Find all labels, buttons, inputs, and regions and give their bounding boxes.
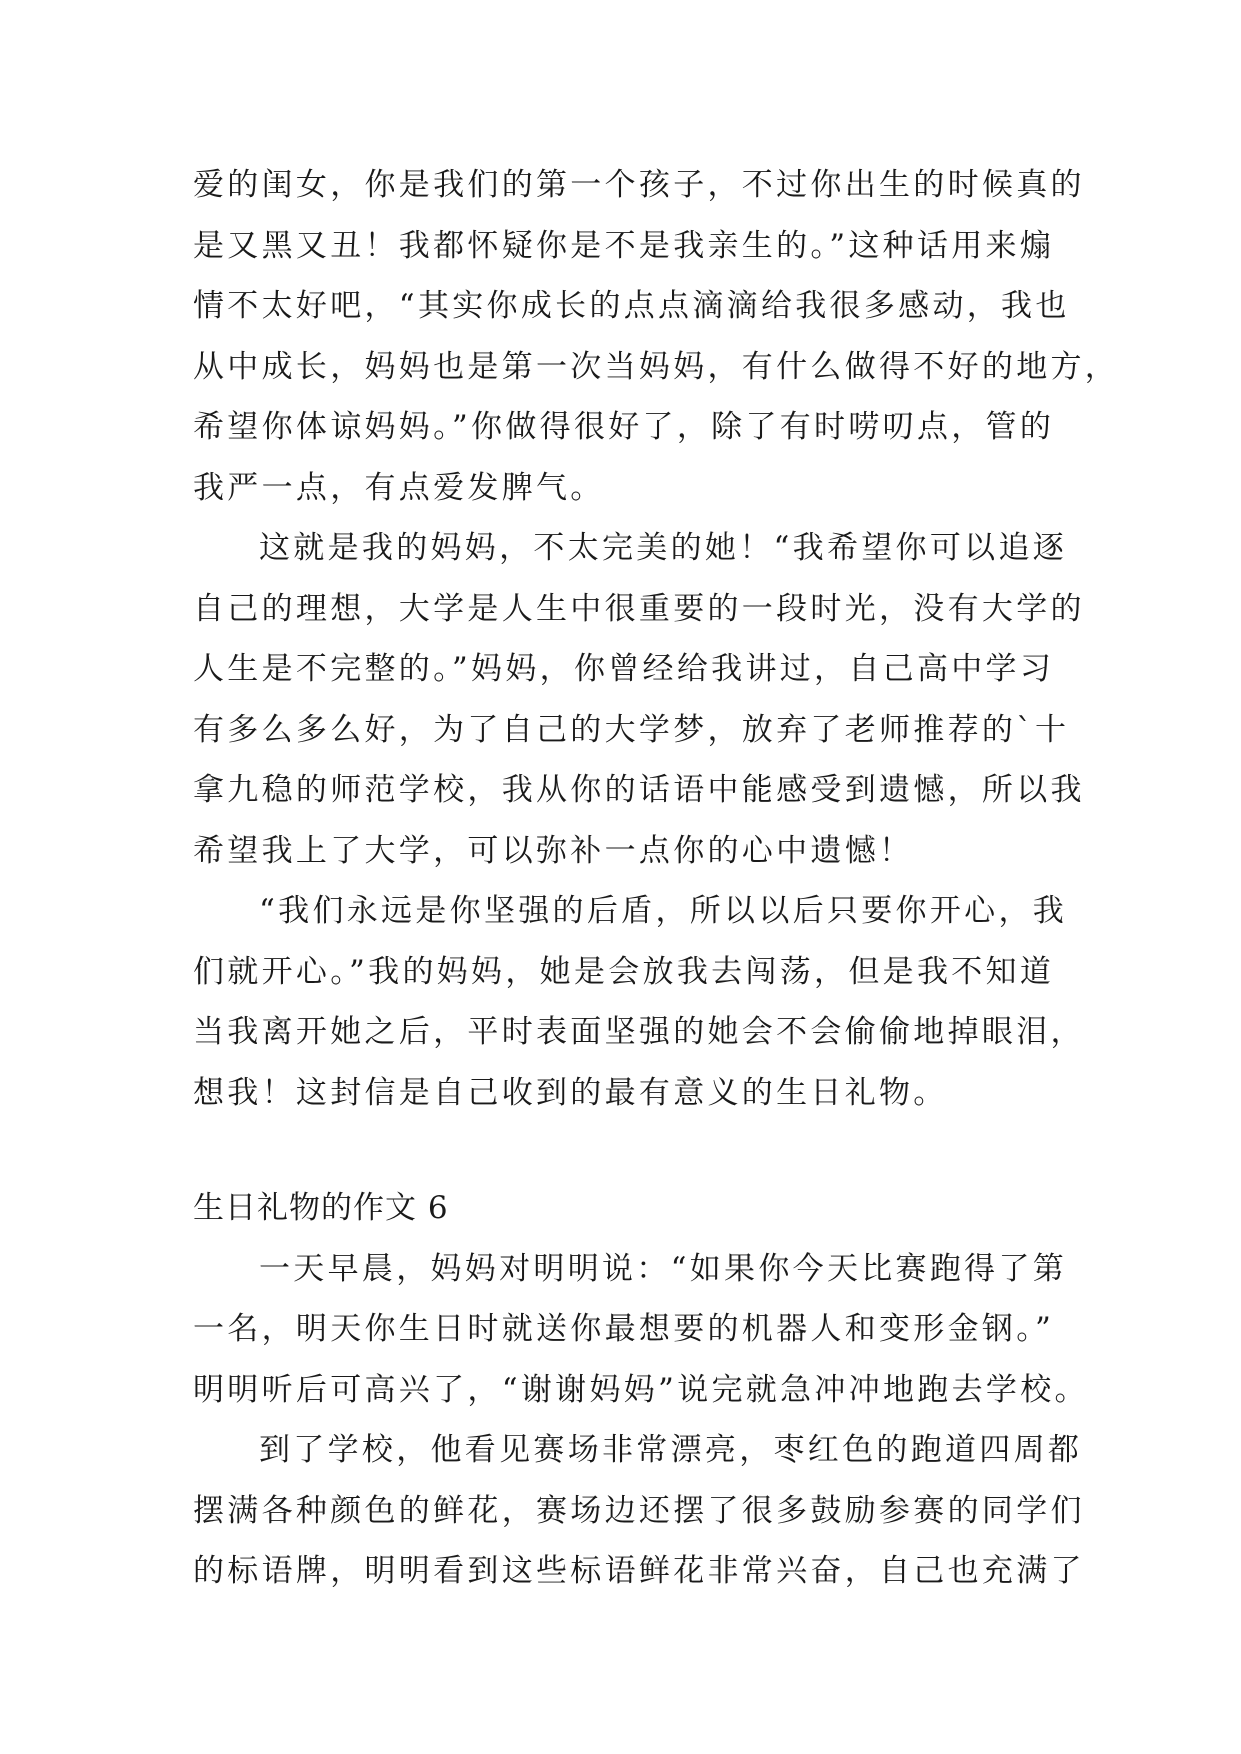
text-line: 摆满各种颜色的鲜花，赛场边还摆了很多鼓励参赛的同学们 — [193, 1492, 1085, 1529]
text-line: 是又黑又丑！我都怀疑你是不是我亲生的。”这种话用来煽 — [193, 227, 1055, 264]
text-line: 想我！这封信是自己收到的最有意义的生日礼物。 — [193, 1074, 948, 1111]
paragraph-3 — [193, 881, 1085, 1123]
text-line: 有多么多么好，为了自己的大学梦，放弃了老师推荐的`十 — [193, 711, 1070, 748]
text-line: 当我离开她之后，平时表面坚强的她会不会偷偷地掉眼泪， — [193, 1014, 1085, 1050]
paragraph-1 — [193, 155, 1120, 518]
text-line: 一名，明天你生日时就送你最想要的机器人和变形金钢。” — [193, 1311, 1055, 1347]
section-paragraph-2 — [193, 1420, 1085, 1602]
text-line: 到了学校，他看见赛场非常漂亮，枣红色的跑道四周都 — [259, 1432, 1083, 1468]
text-line: 们就开心。”我的妈妈，她是会放我去闯荡，但是我不知道 — [193, 953, 1055, 990]
text-line: 人生是不完整的。”妈妈，你曾经给我讲过，自己高中学习 — [193, 651, 1055, 687]
text-line: 爱的闺女，你是我们的第一个孩子，不过你出生的时候真的 — [193, 167, 1085, 203]
text-line: 明明听后可高兴了，“谢谢妈妈”说完就急冲冲地跑去学校。 — [193, 1371, 1089, 1408]
text-line: 希望你体谅妈妈。”你做得很好了，除了有时唠叨点，管的 — [193, 409, 1055, 445]
paragraph-2 — [193, 518, 1085, 881]
text-line: 这就是我的妈妈，不太完美的她！“我希望你可以追逐 — [259, 530, 1068, 566]
text-line: 我严一点，有点爱发脾气。 — [193, 469, 605, 506]
text-line: 自己的理想，大学是人生中很重要的一段时光，没有大学的 — [193, 590, 1085, 627]
text-line: 拿九稳的师范学校，我从你的话语中能感受到遗憾，所以我 — [193, 772, 1085, 808]
text-line: 的标语牌，明明看到这些标语鲜花非常兴奋，自己也充满了 — [193, 1553, 1085, 1589]
text-line: 情不太好吧，“其实你成长的点点滴滴给我很多感动，我也 — [193, 288, 1070, 324]
text-line: 从中成长，妈妈也是第一次当妈妈，有什么做得不好的地方， — [193, 348, 1120, 385]
text-line: 一天早晨，妈妈对明明说：“如果你今天比赛跑得了第 — [259, 1250, 1068, 1287]
text-line: 希望我上了大学，可以弥补一点你的心中遗憾！ — [193, 832, 914, 869]
section-paragraph-1 — [193, 1239, 1089, 1421]
text-line: “我们永远是你坚强的后盾，所以以后只要你开心，我 — [259, 893, 1068, 929]
document-page — [193, 155, 1120, 1602]
section-spacer — [193, 1123, 1053, 1178]
section-title: 生日礼物的作文 6 — [193, 1190, 449, 1226]
